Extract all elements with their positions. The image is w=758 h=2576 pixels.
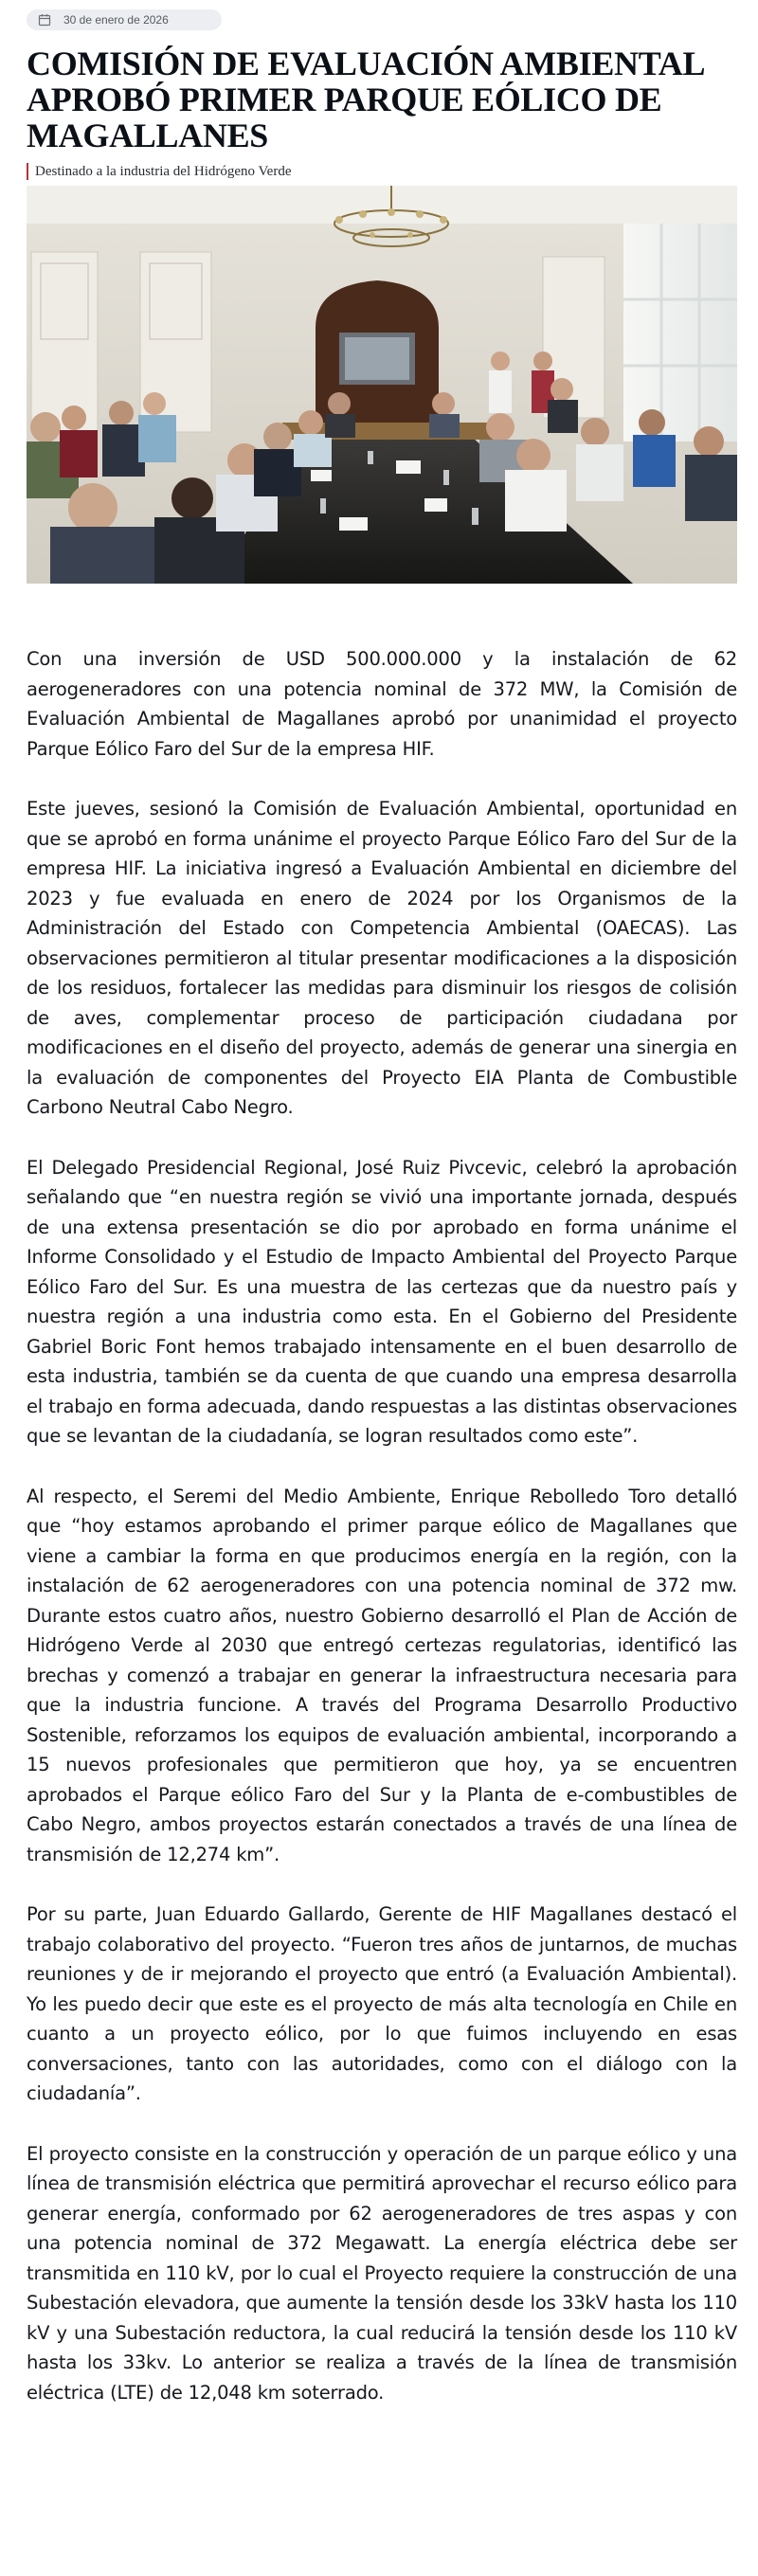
article-paragraph: Este jueves, sesionó la Comisión de Evaluación Ambiental, oportunidad en que se aprobó en forma unánime el proyecto Parque Eólico Faro del Sur de la empresa HIF. La iniciativa ingresó a Evaluación Ambiental en diciembre del 2023 y fue evaluada en enero de 2024 por los Organismos de la Administración del Estado con Competencia Ambiental (OAECAS). Las observaciones permitieron al titular presentar modificaciones a la disposición de los residuos, fortalecer las medidas para disminuir los riesgos de colisión de aves, complementar proceso de participación ciudadana por modificaciones en el diseño del proyecto, además de generar una sinergia en la evaluación de componentes del Proyecto EIA Planta de Combustible Carbono Neutral Cabo Negro.: [27, 798, 737, 1118]
article-paragraph: Con una inversión de USD 500.000.000 y la instalación de 62 aerogeneradores con una potencia nominal de 372 MW, la Comisión de Evaluación Ambiental de Magallanes aprobó por unanimidad el proyecto Parque Eólico Faro del Sur de la empresa HIF.: [27, 648, 737, 760]
publish-date: 30 de enero de 2026: [63, 13, 169, 27]
article-paragraph: Al respecto, el Seremi del Medio Ambiente, Enrique Rebolledo Toro detalló que “hoy estamos aprobando el primer parque eólico de Magallanes que viene a cambiar la forma en que producimos energía en la región, con la instalación de 62 aerogeneradores con una potencia nominal de 372 mw. Durante estos cuatro años, nuestro Gobierno desarrolló el Plan de Acción de Hidrógeno Verde al 2030 que entregó certezas regulatorias, identificó las brechas y comenzó a trabajar en generar la infraestructura necesaria para que la industria funcione. A través del Programa Desarrollo Productivo Sostenible, reforzamos los equipos de evaluación ambiental, incorporando a 15 nuevos profesionales que permitieron que hoy, ya se encuentren aprobados el Parque eólico Faro del Sur y la Planta de e-combustibles de Cabo Negro, ambos proyectos estarán conectados a través de una línea de transmisión de 12,274 km”.: [27, 1485, 737, 1865]
date-badge: [27, 9, 222, 30]
meeting-photo: [27, 186, 737, 584]
article-paragraph: El proyecto consiste en la construcción y operación de un parque eólico y una línea de transmisión eléctrica que permitirá aprovechar el recurso eólico para generar energía, conformado por 62 aerogeneradores de tres aspas y con una potencia nominal de 372 Megawatt. La energía eléctrica debe ser transmitida en 110 kV, por lo cual el Proyecto requiere la construcción de una Subestación elevadora, que aumente la tensión desde los 33kV hasta los 110 kV y una Subestación reductora, la cual reducirá la tensión desde los 110 kV hasta los 33kv. Lo anterior se realiza a través de la línea de transmisión eléctrica (LTE) de 12,048 km soterrado.: [27, 2142, 737, 2404]
headline: COMISIÓN DE EVALUACIÓN AMBIENTAL APROBÓ PRIMER PARQUE EÓLICO DE MAGALLANES: [27, 45, 704, 154]
article-paragraph: El Delegado Presidencial Regional, José Ruiz Pivcevic, celebró la aprobación señalando que “en nuestra región se vivió una importante jornada, después de una extensa presentación se dio por aprobado en forma unánime el Informe Consolidado y el Estudio de Impacto Ambiental del Proyecto Parque Eólico Faro del Sur. Es una muestra de las certezas que da nuestro país y nuestra región a una industria como esta. En el Gobierno del Presidente Gabriel Boric Font hemos trabajado intensamente en el buen desarrollo de esta industria, también se da cuenta de que cuando una empresa desarrolla el trabajo en forma adecuada, dando respuestas a las distintas observaciones que se levantan de la ciudadanía, se logran resultados como este”.: [27, 1156, 737, 1447]
calendar-icon: [38, 13, 51, 27]
subtitle: Destinado a la industria del Hidrógeno Verde: [27, 163, 736, 180]
article-paragraph: Por su parte, Juan Eduardo Gallardo, Gerente de HIF Magallanes destacó el trabajo colaborativo del proyecto. “Fueron tres años de juntarnos, de muchas reuniones y de ir mejorando el proyecto que entró (a Evaluación Ambiental). Yo les puedo decir que este es el proyecto de más alta tecnología en Chile en cuanto a un proyecto eólico, por lo que fuimos incluyendo en esas conversaciones, tanto con las autoridades, como con el diálogo con la ciudadanía”.: [27, 1903, 737, 2104]
article-body: [27, 644, 737, 2438]
